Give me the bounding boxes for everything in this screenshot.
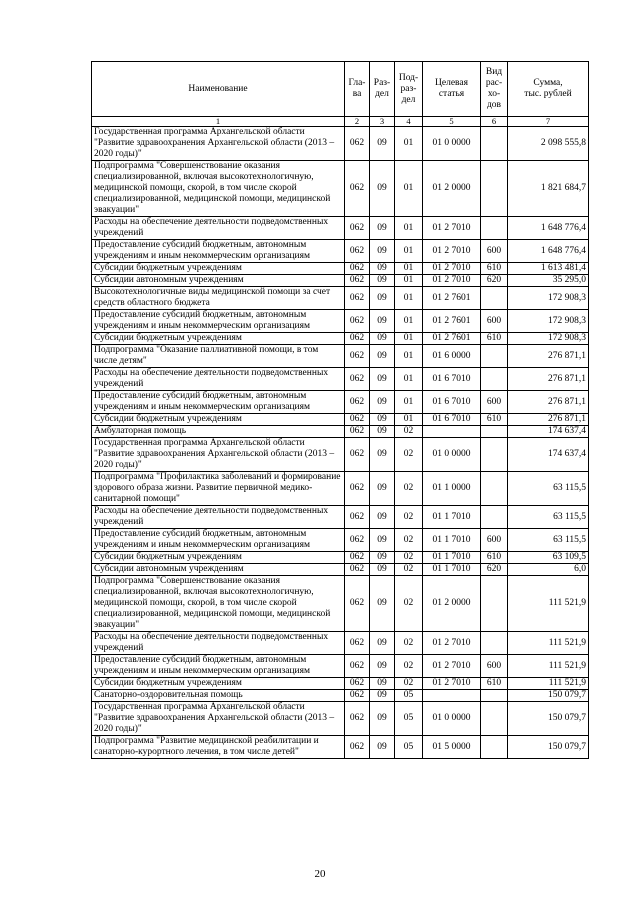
row-sum: 111 521,9: [508, 655, 589, 678]
row-name: Субсидии автономным учреждениям: [92, 564, 345, 576]
row-podrazdel: 02: [395, 564, 423, 576]
row-target: 01 2 7010: [423, 275, 481, 287]
row-podrazdel: 02: [395, 678, 423, 690]
row-name: Подпрограмма "Профилактика заболеваний и формирование здорового образа жизни. Развитие первичной медико-санитарной помощи": [92, 472, 345, 506]
row-name: Подпрограмма "Развитие медицинской реабилитации и санаторно-курортного лечения, в том числе детей": [92, 736, 345, 759]
row-razdel: 09: [370, 287, 395, 310]
row-glava: 062: [345, 690, 370, 702]
row-glava: 062: [345, 426, 370, 438]
row-vid: [481, 217, 508, 240]
row-sum: 276 871,1: [508, 391, 589, 414]
row-podrazdel: 05: [395, 690, 423, 702]
row-name: Расходы на обеспечение деятельности подведомственных учреждений: [92, 368, 345, 391]
row-podrazdel: 01: [395, 414, 423, 426]
row-razdel: 09: [370, 506, 395, 529]
row-target: 01 2 7010: [423, 655, 481, 678]
table-row: [92, 127, 589, 161]
row-podrazdel: 01: [395, 217, 423, 240]
row-target: 01 5 0000: [423, 736, 481, 759]
table-row: [92, 506, 589, 529]
row-glava: 062: [345, 333, 370, 345]
column-number-row: [92, 117, 589, 127]
row-target: 01 6 7010: [423, 414, 481, 426]
row-vid: 610: [481, 263, 508, 275]
row-sum: 35 295,0: [508, 275, 589, 287]
row-target: 01 2 7010: [423, 678, 481, 690]
column-number: 7: [508, 117, 589, 127]
row-vid: [481, 438, 508, 472]
row-podrazdel: 02: [395, 426, 423, 438]
row-name: Предоставление субсидий бюджетным, автономным учреждениям и иным некоммерческим организациям: [92, 529, 345, 552]
table-row: [92, 736, 589, 759]
row-razdel: 09: [370, 655, 395, 678]
row-target: 01 1 7010: [423, 506, 481, 529]
table-row: [92, 529, 589, 552]
row-name: Государственная программа Архангельской области "Развитие здравоохранения Архангельской области (2013 – 2020 годы)": [92, 127, 345, 161]
row-vid: [481, 345, 508, 368]
row-podrazdel: 02: [395, 576, 423, 632]
row-target: 01 2 7010: [423, 263, 481, 275]
table-row: [92, 391, 589, 414]
row-name: Подпрограмма "Совершенствование оказания специализированной, включая высокотехнологичную, медицинской помощи, скорой, в том числе скорой специализированной, медицинской помощи, медицинской эвакуации": [92, 161, 345, 217]
row-razdel: 09: [370, 438, 395, 472]
table-row: [92, 333, 589, 345]
header-sum: Сумма, тыс. рублей: [508, 62, 589, 117]
table-row: [92, 287, 589, 310]
row-vid: [481, 736, 508, 759]
row-name: Субсидии бюджетным учреждениям: [92, 552, 345, 564]
row-target: 01 2 0000: [423, 161, 481, 217]
row-glava: 062: [345, 438, 370, 472]
row-name: Предоставление субсидий бюджетным, автономным учреждениям и иным некоммерческим организациям: [92, 391, 345, 414]
row-glava: 062: [345, 217, 370, 240]
row-target: [423, 690, 481, 702]
row-glava: 062: [345, 678, 370, 690]
row-podrazdel: 05: [395, 702, 423, 736]
row-vid: 610: [481, 678, 508, 690]
row-razdel: 09: [370, 678, 395, 690]
row-name: Высокотехнологичные виды медицинской помощи за счет средств областного бюджета: [92, 287, 345, 310]
row-podrazdel: 05: [395, 736, 423, 759]
row-sum: 172 908,3: [508, 333, 589, 345]
row-name: Субсидии бюджетным учреждениям: [92, 333, 345, 345]
row-sum: 2 098 555,8: [508, 127, 589, 161]
row-razdel: 09: [370, 310, 395, 333]
row-name: Подпрограмма "Оказание паллиативной помощи, в том числе детям": [92, 345, 345, 368]
row-sum: 174 637,4: [508, 426, 589, 438]
row-vid: [481, 690, 508, 702]
row-vid: [481, 576, 508, 632]
row-vid: 600: [481, 655, 508, 678]
row-sum: 174 637,4: [508, 438, 589, 472]
row-glava: 062: [345, 287, 370, 310]
row-sum: 1 648 776,4: [508, 240, 589, 263]
row-sum: 150 079,7: [508, 702, 589, 736]
row-podrazdel: 01: [395, 345, 423, 368]
row-razdel: 09: [370, 690, 395, 702]
header-name: [92, 62, 345, 117]
row-razdel: 09: [370, 529, 395, 552]
table-row: [92, 368, 589, 391]
header-target: Целевая статья: [423, 62, 481, 117]
table-row: [92, 564, 589, 576]
row-vid: [481, 127, 508, 161]
row-glava: 062: [345, 655, 370, 678]
row-target: 01 0 0000: [423, 438, 481, 472]
row-glava: 062: [345, 702, 370, 736]
row-sum: 172 908,3: [508, 310, 589, 333]
row-razdel: 09: [370, 472, 395, 506]
row-target: 01 1 7010: [423, 529, 481, 552]
row-glava: 062: [345, 263, 370, 275]
row-name: Расходы на обеспечение деятельности подведомственных учреждений: [92, 506, 345, 529]
column-number: 6: [481, 117, 508, 127]
row-sum: 63 115,5: [508, 472, 589, 506]
row-glava: 062: [345, 472, 370, 506]
row-sum: 150 079,7: [508, 736, 589, 759]
row-razdel: 09: [370, 552, 395, 564]
row-podrazdel: 01: [395, 391, 423, 414]
row-vid: 620: [481, 564, 508, 576]
table-row: [92, 632, 589, 655]
table-row: [92, 240, 589, 263]
header-name-label: Наименование: [188, 83, 248, 94]
row-razdel: 09: [370, 564, 395, 576]
row-name: Предоставление субсидий бюджетным, автономным учреждениям и иным некоммерческим организациям: [92, 240, 345, 263]
row-vid: [481, 702, 508, 736]
column-number: 5: [423, 117, 481, 127]
table-row: [92, 263, 589, 275]
row-vid: 600: [481, 240, 508, 263]
table-row: [92, 655, 589, 678]
row-podrazdel: 02: [395, 552, 423, 564]
row-glava: 062: [345, 345, 370, 368]
row-podrazdel: 02: [395, 506, 423, 529]
row-podrazdel: 01: [395, 368, 423, 391]
row-name: Расходы на обеспечение деятельности подведомственных учреждений: [92, 217, 345, 240]
row-podrazdel: 02: [395, 438, 423, 472]
row-podrazdel: 01: [395, 161, 423, 217]
row-razdel: 09: [370, 263, 395, 275]
table-row: [92, 472, 589, 506]
table-row: [92, 702, 589, 736]
page-number: 20: [314, 868, 326, 880]
header-glava: Гла- ва: [345, 62, 370, 117]
row-target: 01 2 7601: [423, 310, 481, 333]
row-target: 01 2 7601: [423, 287, 481, 310]
row-sum: 63 109,5: [508, 552, 589, 564]
row-vid: [481, 506, 508, 529]
row-glava: 062: [345, 414, 370, 426]
table-body: [92, 127, 589, 759]
table-row: [92, 426, 589, 438]
row-sum: 1 613 481,4: [508, 263, 589, 275]
row-vid: [481, 632, 508, 655]
row-target: 01 6 0000: [423, 345, 481, 368]
row-podrazdel: 01: [395, 275, 423, 287]
row-razdel: 09: [370, 702, 395, 736]
table-row: [92, 414, 589, 426]
column-number: 3: [370, 117, 395, 127]
row-razdel: 09: [370, 391, 395, 414]
row-target: 01 1 7010: [423, 552, 481, 564]
row-name: Санаторно-оздоровительная помощь: [92, 690, 345, 702]
row-glava: 062: [345, 576, 370, 632]
row-vid: [481, 287, 508, 310]
header-row: [92, 62, 589, 117]
row-sum: 1 821 684,7: [508, 161, 589, 217]
row-vid: 600: [481, 391, 508, 414]
table-row: [92, 310, 589, 333]
row-target: 01 6 7010: [423, 391, 481, 414]
row-sum: 6,0: [508, 564, 589, 576]
row-target: 01 2 0000: [423, 576, 481, 632]
row-sum: 63 115,5: [508, 506, 589, 529]
row-razdel: 09: [370, 275, 395, 287]
row-target: 01 0 0000: [423, 127, 481, 161]
table-row: [92, 576, 589, 632]
row-target: 01 1 7010: [423, 564, 481, 576]
row-target: 01 2 7010: [423, 240, 481, 263]
budget-table: [91, 61, 589, 759]
row-target: 01 2 7010: [423, 632, 481, 655]
row-vid: 600: [481, 310, 508, 333]
row-razdel: 09: [370, 576, 395, 632]
row-podrazdel: 01: [395, 240, 423, 263]
table-row: [92, 690, 589, 702]
row-name: Субсидии бюджетным учреждениям: [92, 263, 345, 275]
row-name: Предоставление субсидий бюджетным, автономным учреждениям и иным некоммерческим организациям: [92, 655, 345, 678]
row-glava: 062: [345, 240, 370, 263]
row-glava: 062: [345, 310, 370, 333]
column-number: 1: [92, 117, 345, 127]
row-target: 01 2 7010: [423, 217, 481, 240]
row-vid: [481, 472, 508, 506]
table-row: [92, 161, 589, 217]
column-number: 4: [395, 117, 423, 127]
row-sum: 111 521,9: [508, 576, 589, 632]
row-razdel: 09: [370, 414, 395, 426]
row-glava: 062: [345, 161, 370, 217]
row-name: Субсидии автономным учреждениям: [92, 275, 345, 287]
row-podrazdel: 01: [395, 333, 423, 345]
row-glava: 062: [345, 564, 370, 576]
row-sum: 276 871,1: [508, 368, 589, 391]
row-razdel: 09: [370, 736, 395, 759]
row-vid: 610: [481, 414, 508, 426]
row-sum: 150 079,7: [508, 690, 589, 702]
row-target: 01 1 0000: [423, 472, 481, 506]
row-target: 01 2 7601: [423, 333, 481, 345]
row-vid: [481, 368, 508, 391]
row-podrazdel: 01: [395, 263, 423, 275]
row-glava: 062: [345, 275, 370, 287]
row-vid: 610: [481, 333, 508, 345]
row-target: 01 6 7010: [423, 368, 481, 391]
row-razdel: 09: [370, 161, 395, 217]
row-razdel: 09: [370, 368, 395, 391]
row-sum: 276 871,1: [508, 345, 589, 368]
row-sum: 1 648 776,4: [508, 217, 589, 240]
row-glava: 062: [345, 391, 370, 414]
row-sum: 111 521,9: [508, 632, 589, 655]
row-vid: 610: [481, 552, 508, 564]
row-glava: 062: [345, 736, 370, 759]
table-row: [92, 552, 589, 564]
table-row: [92, 438, 589, 472]
row-podrazdel: 02: [395, 632, 423, 655]
header-razdel: Раз- дел: [370, 62, 395, 117]
row-sum: 172 908,3: [508, 287, 589, 310]
row-vid: [481, 161, 508, 217]
row-glava: 062: [345, 127, 370, 161]
row-razdel: 09: [370, 333, 395, 345]
row-podrazdel: 01: [395, 287, 423, 310]
row-name: Амбулаторная помощь: [92, 426, 345, 438]
row-sum: 111 521,9: [508, 678, 589, 690]
row-sum: 63 115,5: [508, 529, 589, 552]
row-name: Субсидии бюджетным учреждениям: [92, 678, 345, 690]
table-row: [92, 275, 589, 287]
row-glava: 062: [345, 632, 370, 655]
row-name: Государственная программа Архангельской области "Развитие здравоохранения Архангельской области (2013 – 2020 годы)": [92, 438, 345, 472]
row-razdel: 09: [370, 632, 395, 655]
row-razdel: 09: [370, 426, 395, 438]
row-sum: 276 871,1: [508, 414, 589, 426]
row-target: 01 0 0000: [423, 702, 481, 736]
row-podrazdel: 01: [395, 310, 423, 333]
column-number: 2: [345, 117, 370, 127]
row-podrazdel: 02: [395, 472, 423, 506]
row-glava: 062: [345, 529, 370, 552]
row-razdel: 09: [370, 240, 395, 263]
row-razdel: 09: [370, 127, 395, 161]
row-target: [423, 426, 481, 438]
table-row: [92, 217, 589, 240]
row-podrazdel: 02: [395, 529, 423, 552]
row-name: Государственная программа Архангельской области "Развитие здравоохранения Архангельской области (2013 – 2020 годы)": [92, 702, 345, 736]
header-podrazdel: Под- раз- дел: [395, 62, 423, 117]
table-row: [92, 678, 589, 690]
row-podrazdel: 02: [395, 655, 423, 678]
row-glava: 062: [345, 368, 370, 391]
row-podrazdel: 01: [395, 127, 423, 161]
row-name: Предоставление субсидий бюджетным, автономным учреждениям и иным некоммерческим организациям: [92, 310, 345, 333]
header-vid: Вид рас- хо- дов: [481, 62, 508, 117]
table-row: [92, 345, 589, 368]
row-glava: 062: [345, 506, 370, 529]
row-name: Подпрограмма "Совершенствование оказания специализированной, включая высокотехнологичную, медицинской помощи, скорой, в том числе скорой специализированной, медицинской помощи, медицинской эвакуации": [92, 576, 345, 632]
row-glava: 062: [345, 552, 370, 564]
row-vid: 620: [481, 275, 508, 287]
row-razdel: 09: [370, 217, 395, 240]
row-name: Расходы на обеспечение деятельности подведомственных учреждений: [92, 632, 345, 655]
row-vid: 600: [481, 529, 508, 552]
row-vid: [481, 426, 508, 438]
row-name: Субсидии бюджетным учреждениям: [92, 414, 345, 426]
row-razdel: 09: [370, 345, 395, 368]
